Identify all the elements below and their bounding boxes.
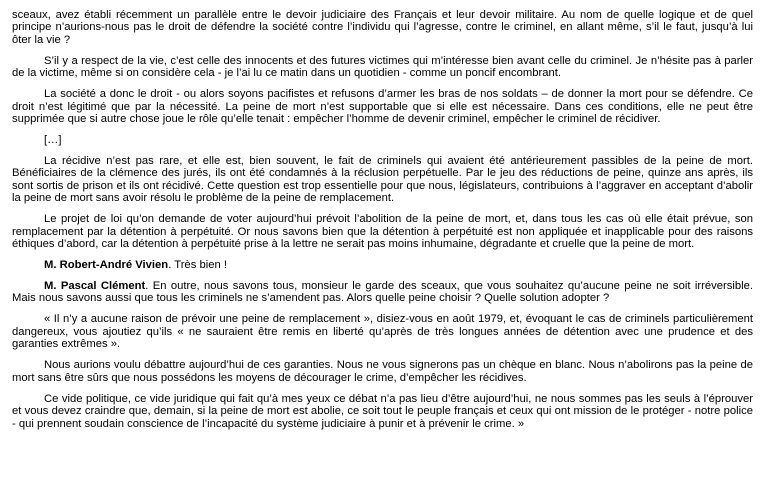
body-paragraph	[12, 55, 753, 80]
body-paragraph	[12, 393, 753, 430]
speaker-name: M. Robert-André Vivien	[44, 259, 169, 272]
paragraph-text: La société a donc le droit - ou alors soyons pacifistes et refusons d’armer les bras de nos soldats – de donner la mort pour se défendre. Ce droit n’est légitimé que par la nécessité. La peine de mort n’est supportable que si elle est nécessaire. Dans ces conditions, elle ne peut être supprimée que si autre chose joue le rôle qu’elle tenait : empêcher l’homme de devenir criminel, empêcher le criminel de récidiver.	[12, 88, 753, 126]
paragraph-text: « Il n’y a aucune raison de prévoir une peine de remplacement », disiez-vous en août 1979, et, évoquant le cas de criminels particulièrement dangereux, vous ajoutiez qu’ils « ne sauraient être remis en liberté qu’après de très longues années de détention avec une prudence et des garanties extrêmes ».	[12, 313, 753, 351]
paragraph-text: Le projet de loi qu’on demande de voter aujourd’hui prévoit l’abolition de la peine de mort, et, dans tous les cas où elle était prévue, son remplacement par la détention à perpétuité. Or nous savons bien que la détention à perpétuité est non appliquée et inapplicable pour des raisons éthiques d’abord, car la détention à perpétuité prise à la lettre ne serait pas moins inhumaine, dégradante et cruelle que la peine de mort.	[12, 213, 753, 251]
body-paragraph	[12, 213, 753, 250]
body-paragraph	[12, 134, 753, 146]
paragraph-text: . En outre, nous savons tous, monsieur le garde des sceaux, que vous souhaitez qu’aucune peine ne soit irréversible. Mais nous savons aussi que tous les criminels ne s’amendent pas. Alors quelle peine choisir ? Quelle solution adopter ?	[12, 280, 753, 305]
speaker-paragraph	[12, 259, 753, 271]
body-paragraph	[12, 359, 753, 384]
paragraph-text: Nous aurions voulu débattre aujourd’hui de ces garanties. Nous ne vous signerons pas un chèque en blanc. Nous n’abolirons pas la peine de mort sans être sûrs que nous possédons les moyens de décourager le crime, d’empêcher les récidives.	[12, 359, 753, 384]
body-paragraph	[12, 88, 753, 125]
speaker-paragraph	[12, 280, 753, 305]
paragraph-text: . Très bien !	[168, 259, 227, 272]
paragraph-text: S’il y a respect de la vie, c’est celle des innocents et des futures victimes qui m’intéresse bien avant celle du criminel. Je n’hésite pas à parler de la victime, même si on considère cela - je l’ai lu ce matin dans un quotidien - comme un poncif encombrant.	[12, 54, 753, 80]
speaker-name: M. Pascal Clément	[44, 280, 146, 293]
paragraph-text: sceaux, avez établi récemment un parallèle entre le devoir judiciaire des Français et leur devoir militaire. Au nom de quelle logique et de quel principe n’aurions-nous pas le droit de défendre la société contre l’individu qui l’agresse, contre le criminel, en allant même, s’il le faut, jusqu’à lui ôter la vie ?	[12, 9, 753, 46]
body-paragraph	[12, 9, 753, 46]
body-paragraph	[12, 313, 753, 350]
paragraph-text: La récidive n’est pas rare, et elle est, bien souvent, le fait de criminels qui avaient été antérieurement passibles de la peine de mort. Bénéficiaires de la clémence des jurés, ils ont été condamnés à la réclusion perpétuelle. Par le jeu des réductions de peine, quinze ans après, ils sont sortis de prison et ils ont récidivé. Cette question est trop essentielle pour que nous, législateurs, contribuions à l’aggraver en acceptant d’abolir la peine de mort sans avoir résolu le problème de la peine de remplacement.	[12, 155, 753, 205]
paragraph-text: […]	[44, 134, 62, 147]
paragraph-text: Ce vide politique, ce vide juridique qui fait qu’à mes yeux ce débat n’a pas lieu d’être aujourd’hui, ne nous sommes pas les seuls à l’éprouver et vous devez craindre que, demain, si la peine de mort est abolie, ce soit tout le peuple français et ceux qui ont mission de le protéger - notre police - qui prennent soudain conscience de l’incapacité du système judiciaire à punir et à prévenir le crime. »	[12, 392, 753, 430]
body-paragraph	[12, 155, 753, 205]
